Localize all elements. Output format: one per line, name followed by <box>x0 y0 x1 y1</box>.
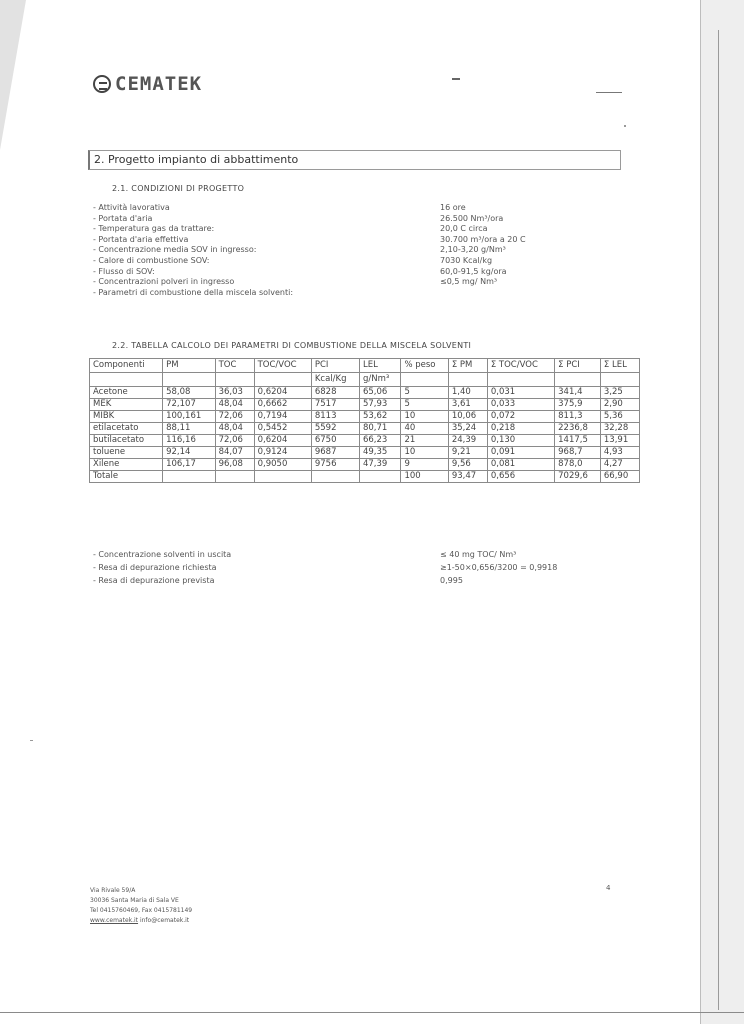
footer-website-link[interactable]: www.cematek.it <box>90 917 139 924</box>
footer-phone: Tel 0415760469, Fax 0415781149 <box>90 907 193 914</box>
table-cell: 0,6204 <box>254 387 311 399</box>
scan-margin-line <box>718 30 719 1010</box>
unit-cell <box>487 373 554 387</box>
table-cell: 5592 <box>311 423 359 435</box>
table-cell: 72,107 <box>163 399 215 411</box>
table-cell: 9756 <box>311 459 359 471</box>
table-cell: butilacetato <box>90 435 163 447</box>
column-header: Σ TOC/VOC <box>487 359 554 373</box>
table-cell: 375,9 <box>555 399 601 411</box>
table-cell: 92,14 <box>163 447 215 459</box>
table-cell: 66,23 <box>359 435 400 447</box>
table-cell: 24,39 <box>448 435 487 447</box>
output-value: 0,995 <box>440 576 463 585</box>
condition-label: - Portata d'aria effettiva <box>93 234 189 244</box>
list-item <box>93 277 613 288</box>
table-cell: 48,04 <box>215 423 254 435</box>
footer-city: 30036 Santa Maria di Sala VE <box>90 897 179 904</box>
column-header: LEL <box>359 359 400 373</box>
column-header: % peso <box>401 359 448 373</box>
unit-cell <box>163 373 215 387</box>
table-cell: 0,6662 <box>254 399 311 411</box>
table-cell: 6750 <box>311 435 359 447</box>
condition-value: 2,10-3,20 g/Nm³ <box>440 245 506 255</box>
table-cell: 0,6204 <box>254 435 311 447</box>
condition-label: - Portata d'aria <box>93 213 153 223</box>
table-cell: 36,03 <box>215 387 254 399</box>
table-cell: 40 <box>401 423 448 435</box>
table-cell: 0,218 <box>487 423 554 435</box>
table-cell: 47,39 <box>359 459 400 471</box>
unit-cell: g/Nm³ <box>359 373 400 387</box>
unit-cell <box>215 373 254 387</box>
table-cell: 96,08 <box>215 459 254 471</box>
table-cell: 0,091 <box>487 447 554 459</box>
condition-label: - Parametri di combustione della miscela solventi: <box>93 287 294 297</box>
table-cell: 6828 <box>311 387 359 399</box>
table-cell: etilacetato <box>90 423 163 435</box>
table-cell: 968,7 <box>555 447 601 459</box>
table-cell: 10,06 <box>448 411 487 423</box>
output-parameters-list <box>93 548 613 587</box>
condition-label: - Flusso di SOV: <box>93 266 155 276</box>
list-item <box>93 574 613 587</box>
folded-corner <box>0 0 26 150</box>
section-title: 2. Progetto impianto di abbattimento <box>88 150 621 170</box>
table-cell: 80,71 <box>359 423 400 435</box>
list-item <box>93 561 613 574</box>
table-row <box>90 435 640 447</box>
table-row <box>90 447 640 459</box>
table-cell: 48,04 <box>215 399 254 411</box>
table-cell: Totale <box>90 471 163 483</box>
scan-bottom-line <box>0 1012 744 1013</box>
list-item <box>93 214 613 225</box>
table-cell: 0,031 <box>487 387 554 399</box>
list-item <box>93 548 613 561</box>
table-cell: 9 <box>401 459 448 471</box>
condition-value: ≤0,5 mg/ Nm³ <box>440 277 498 287</box>
column-header: Σ LEL <box>600 359 639 373</box>
table-cell: 72,06 <box>215 435 254 447</box>
table-cell: 2236,8 <box>555 423 601 435</box>
condition-label: - Calore di combustione SOV: <box>93 255 210 265</box>
table-row <box>90 411 640 423</box>
table-cell: 0,9050 <box>254 459 311 471</box>
output-label: - Concentrazione solventi in uscita <box>93 550 232 559</box>
table-cell: 84,07 <box>215 447 254 459</box>
table-cell: 4,27 <box>600 459 639 471</box>
table-cell: 53,62 <box>359 411 400 423</box>
column-header: Σ PM <box>448 359 487 373</box>
list-item <box>93 288 613 299</box>
table-cell <box>215 471 254 483</box>
table-cell: 10 <box>401 411 448 423</box>
table-cell: 0,656 <box>487 471 554 483</box>
footer-address: Via Rivale 59/A <box>90 887 136 894</box>
table-cell: 8113 <box>311 411 359 423</box>
table-cell: 3,61 <box>448 399 487 411</box>
table-cell: 65,06 <box>359 387 400 399</box>
table-cell: MEK <box>90 399 163 411</box>
table-cell: 0,072 <box>487 411 554 423</box>
table-cell: 0,7194 <box>254 411 311 423</box>
condition-label: - Attività lavorativa <box>93 203 170 212</box>
list-item <box>93 224 613 235</box>
table-cell: 57,93 <box>359 399 400 411</box>
column-header: TOC/VOC <box>254 359 311 373</box>
unit-cell: Kcal/Kg <box>311 373 359 387</box>
table-cell: 5 <box>401 399 448 411</box>
table-total-row <box>90 471 640 483</box>
output-value: ≤ 40 mg TOC/ Nm³ <box>440 550 517 559</box>
scan-speck <box>30 740 33 741</box>
list-item <box>93 203 613 214</box>
combustion-parameters-table <box>89 358 640 483</box>
table-cell <box>359 471 400 483</box>
table-cell <box>254 471 311 483</box>
unit-cell <box>600 373 639 387</box>
column-header: TOC <box>215 359 254 373</box>
list-item <box>93 267 613 278</box>
column-header: PCI <box>311 359 359 373</box>
footer-contacts <box>90 916 192 926</box>
page-footer <box>90 886 192 926</box>
table-cell: 32,28 <box>600 423 639 435</box>
column-header: Componenti <box>90 359 163 373</box>
table-cell: 66,90 <box>600 471 639 483</box>
page-number: 4 <box>606 884 611 892</box>
table-row <box>90 459 640 471</box>
condition-label: - Temperatura gas da trattare: <box>93 224 215 234</box>
table-cell: 106,17 <box>163 459 215 471</box>
table-cell: 100,161 <box>163 411 215 423</box>
unit-cell <box>555 373 601 387</box>
column-header: Σ PCI <box>555 359 601 373</box>
subsection-heading-conditions: 2.1. CONDIZIONI DI PROGETTO <box>112 184 245 193</box>
condition-value: 30.700 m³/ora a 20 C <box>440 234 526 244</box>
unit-cell <box>254 373 311 387</box>
list-item <box>93 235 613 246</box>
table-cell: 35,24 <box>448 423 487 435</box>
table-cell <box>163 471 215 483</box>
table-units-row <box>90 373 640 387</box>
unit-cell <box>448 373 487 387</box>
list-item <box>93 256 613 267</box>
table-cell: 5,36 <box>600 411 639 423</box>
table-cell: 21 <box>401 435 448 447</box>
scan-mark <box>452 78 460 80</box>
table-cell: 341,4 <box>555 387 601 399</box>
condition-value: 26.500 Nm³/ora <box>440 213 504 223</box>
table-cell: 116,16 <box>163 435 215 447</box>
conditions-list <box>93 203 613 298</box>
table-cell: 0,081 <box>487 459 554 471</box>
condition-value: 16 ore <box>440 203 466 212</box>
table-cell: 7517 <box>311 399 359 411</box>
table-cell: 93,47 <box>448 471 487 483</box>
footer-email: info@cematek.it <box>138 917 190 924</box>
table-row <box>90 387 640 399</box>
table-cell: 9,21 <box>448 447 487 459</box>
scan-mark <box>596 92 622 93</box>
table-cell: 0,033 <box>487 399 554 411</box>
table-cell: 72,06 <box>215 411 254 423</box>
table-cell: 9687 <box>311 447 359 459</box>
unit-cell <box>401 373 448 387</box>
table-cell: Acetone <box>90 387 163 399</box>
scan-margin <box>700 0 744 1024</box>
table-cell: 1,40 <box>448 387 487 399</box>
table-cell: 1417,5 <box>555 435 601 447</box>
table-cell: 7029,6 <box>555 471 601 483</box>
table-cell <box>311 471 359 483</box>
table-cell: toluene <box>90 447 163 459</box>
condition-label: - Concentrazione media SOV in ingresso: <box>93 245 257 255</box>
table-cell: 0,9124 <box>254 447 311 459</box>
output-label: - Resa di depurazione prevista <box>93 576 215 585</box>
table-cell: 0,130 <box>487 435 554 447</box>
condition-label: - Concentrazioni polveri in ingresso <box>93 277 235 287</box>
table-cell: 49,35 <box>359 447 400 459</box>
table-cell: 0,5452 <box>254 423 311 435</box>
table-cell: 4,93 <box>600 447 639 459</box>
output-label: - Resa di depurazione richiesta <box>93 563 217 572</box>
table-cell: MIBK <box>90 411 163 423</box>
table-header-row <box>90 359 640 373</box>
logo-mark-icon <box>93 75 111 93</box>
table-cell: 5 <box>401 387 448 399</box>
table-cell: 811,3 <box>555 411 601 423</box>
table-cell: 13,91 <box>600 435 639 447</box>
table-cell: 9,56 <box>448 459 487 471</box>
table-row <box>90 423 640 435</box>
table-cell: Xilene <box>90 459 163 471</box>
company-logo <box>93 73 202 95</box>
table-cell: 2,90 <box>600 399 639 411</box>
scan-speck <box>624 125 626 127</box>
unit-cell <box>90 373 163 387</box>
output-value: ≥1-50×0,656/3200 = 0,9918 <box>440 563 558 572</box>
condition-value: 20,0 C circa <box>440 224 488 234</box>
table-cell: 3,25 <box>600 387 639 399</box>
list-item <box>93 245 613 256</box>
table-cell: 100 <box>401 471 448 483</box>
table-cell: 58,08 <box>163 387 215 399</box>
column-header: PM <box>163 359 215 373</box>
table-cell: 88,11 <box>163 423 215 435</box>
condition-value: 60,0-91,5 kg/ora <box>440 266 507 276</box>
table-row <box>90 399 640 411</box>
table-cell: 10 <box>401 447 448 459</box>
condition-value: 7030 Kcal/kg <box>440 255 493 265</box>
logo-text: CEMATEK <box>115 73 203 95</box>
table-cell: 878,0 <box>555 459 601 471</box>
subsection-heading-table: 2.2. TABELLA CALCOLO DEI PARAMETRI DI COMBUSTIONE DELLA MISCELA SOLVENTI <box>112 341 472 350</box>
